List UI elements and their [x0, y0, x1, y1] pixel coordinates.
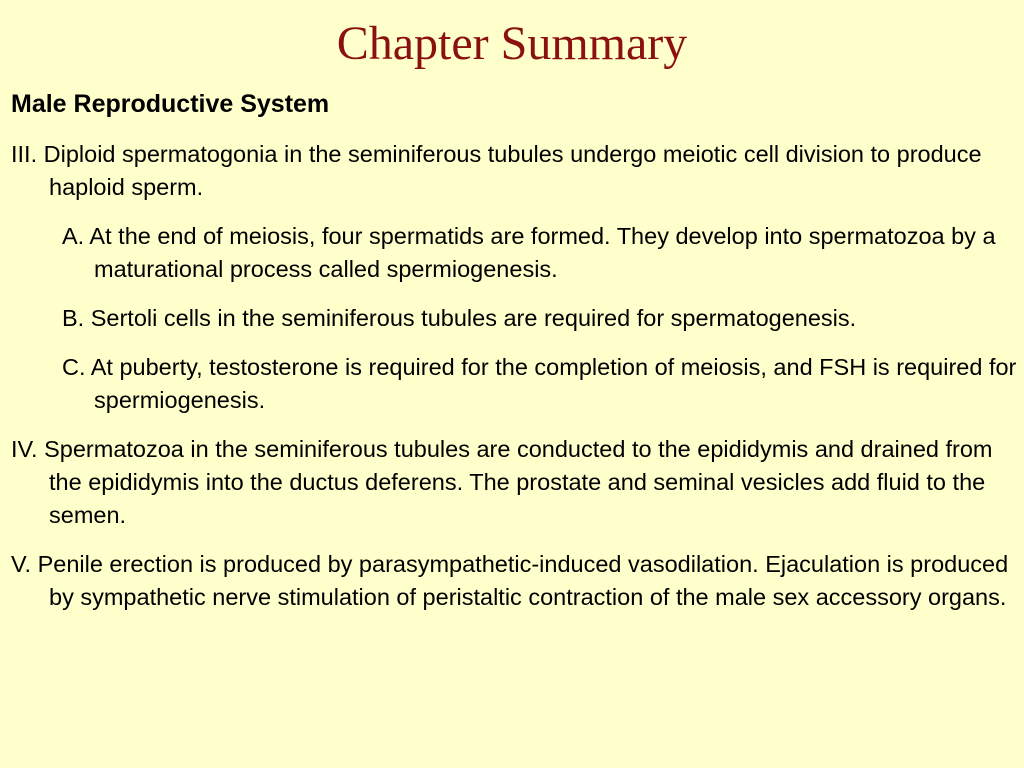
summary-item-c: C. At puberty, testosterone is required for the completion of meiosis, and FSH is required for spermiogenesis. [62, 354, 1017, 413]
summary-item-v: V. Penile erection is produced by parasympathetic-induced vasodilation. Ejaculation is produced by sympathetic nerve stimulation of peristaltic contraction of the male sex accessory organs. [11, 551, 1009, 610]
summary-item-a: A. At the end of meiosis, four spermatids are formed. They develop into spermatozoa by a maturational process called spermiogenesis. [62, 223, 996, 282]
summary-item-b: B. Sertoli cells in the seminiferous tubules are required for spermatogenesis. [62, 305, 857, 331]
slide-title: Chapter Summary [336, 17, 688, 70]
summary-item-iv: IV. Spermatozoa in the seminiferous tubules are conducted to the epididymis and drained from the epididymis into the ductus deferens. The prostate and seminal vesicles add fluid to the semen. [11, 436, 993, 528]
slide-subtitle: Male Reproductive System [11, 90, 330, 118]
summary-list [0, 138, 1024, 630]
summary-item-iii: III. Diploid spermatogonia in the seminiferous tubules undergo meiotic cell division to produce haploid sperm. [11, 141, 982, 200]
